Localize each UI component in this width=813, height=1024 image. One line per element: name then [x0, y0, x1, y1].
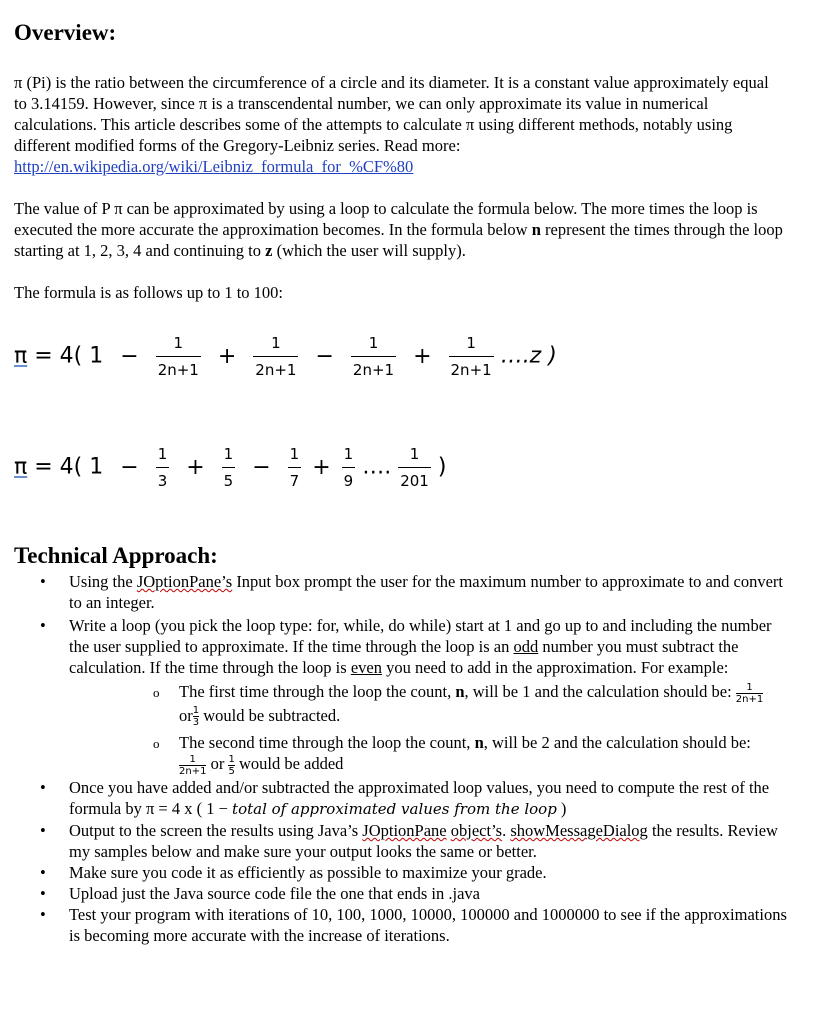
minus-sign: −: [252, 454, 271, 480]
formula-dots: ….: [362, 454, 392, 480]
list-item: o The second time through the loop the count, n, will be 2 and the calculation should be: $\frac{1}{2n+1}$ or $\frac{1}{5}$ would be added: [69, 732, 789, 777]
formula-eq: = 4( 1: [34, 454, 104, 480]
list-item: • Test your program with iterations of 10, 100, 1000, 10000, 100000 and 1000000 to see if the approximations is becoming more accurate with the increase of iterations.: [14, 904, 789, 946]
pi-symbol: π: [14, 343, 28, 369]
loop-n: n: [531, 220, 541, 239]
intro-paragraph: [14, 72, 784, 177]
formula-intro: The formula is as follows up to 1 to 100:: [14, 283, 284, 302]
formula-eq: = 4( 1: [34, 343, 104, 369]
pi-symbol: π: [14, 454, 28, 480]
minus-sign: −: [120, 454, 139, 480]
wikipedia-link[interactable]: http://en.wikipedia.org/wiki/Leibniz_formula_for_%CF%80: [14, 157, 414, 176]
list-item: • Output to the screen the results using Java’s JOptionPane object’s. showMessageDialog the results. Review my samples below and make sure your output looks the same or better.: [14, 820, 789, 862]
list-item: • Upload just the Java source code file the one that ends in .java: [14, 883, 789, 904]
plus-sign: +: [413, 343, 432, 369]
formula-tail: ….z ): [500, 343, 557, 369]
list-item: • Once you have added and/or subtracted the approximated loop values, you need to compute the rest of the formula by π = 4 x ( 1 − total of approximated values from the loop ): [14, 777, 789, 820]
fraction-term: $\frac{1}{2n+1}$: [352, 334, 395, 379]
fraction-inline: $\frac{1}{2n+1}$: [179, 754, 207, 778]
fraction-1-5: $\frac{1}{5}$: [223, 445, 234, 490]
formula-close: ): [437, 454, 447, 480]
fraction-inline: $\frac{1}{2n+1}$: [735, 681, 764, 705]
fraction-term: $\frac{1}{2n+1}$: [255, 334, 297, 379]
list-item: • Write a loop (you pick the loop type: for, while, do while) start at 1 and go up to and including the number the user supplied to approximate. If the time through the loop is an odd number you must subtract the calculation. If the time through the loop is even you need to add in the approximation. For example: o The first time through the loop the count, n, will be 1 and the calculation should be: $\frac{1}{2n+1}$ or $\frac{1}{3}$ would be subtracted. o The second time through the loop the count, n, will be 2 and the calculation should be: $\frac{1}{2n+1}$ or $\frac{1}{5}$ would be added: [14, 615, 789, 777]
technical-heading: Technical Approach:: [14, 543, 218, 568]
fraction-inline: $\frac{1}{3}$: [192, 705, 200, 729]
fraction-term: $\frac{1}{2n+1}$: [450, 334, 492, 379]
minus-sign: −: [315, 343, 334, 369]
loop-z: z: [265, 241, 273, 260]
loop-paragraph: [14, 198, 784, 261]
formula-general: [14, 334, 557, 379]
fraction-term: $\frac{1}{2n+1}$: [157, 334, 199, 379]
loop-text-a: The value of P π can be approximated by using a loop to calculate the formula below. The more times the loop is executed the more accurate the approximation becomes. In the formula below: [14, 199, 758, 239]
list-item: • Make sure you code it as efficiently as possible to maximize your grade.: [14, 862, 789, 883]
intro-text: π (Pi) is the ratio between the circumference of a circle and its diameter. It is a constant value approximately equal to 3.14159. However, since π is a transcendental number, we can only approximate its value in numerical calculations. This article describes some of the attempts to calculate π using different methods, notably using different modified forms of the Gregory-Leibniz series. Read more:: [14, 73, 769, 155]
fraction-1-9: $\frac{1}{9}$: [343, 445, 354, 490]
list-item: • Using the JOptionPane’s Input box prompt the user for the maximum number to approximate to and convert to an integer.: [14, 571, 789, 613]
list-item: o The first time through the loop the count, n, will be 1 and the calculation should be: $\frac{1}{2n+1}$ or $\frac{1}{3}$ would be subtracted.: [69, 681, 789, 728]
formula-expanded: [14, 445, 446, 490]
loop-text-b: represent the times through the loop starting at 1, 2, 3, 4 and continuing to: [14, 220, 783, 260]
plus-sign: +: [186, 454, 205, 480]
overview-heading: Overview:: [14, 20, 117, 45]
minus-sign: −: [120, 343, 139, 369]
fraction-1-3: $\frac{1}{3}$: [157, 445, 168, 490]
technical-list: [14, 571, 789, 946]
fraction-1-201: $\frac{1}{201}$: [400, 445, 429, 490]
fraction-1-7: $\frac{1}{7}$: [289, 445, 300, 490]
loop-text-c: (which the user will supply).: [272, 241, 466, 260]
fraction-inline: $\frac{1}{5}$: [228, 754, 235, 778]
plus-sign: +: [312, 454, 331, 480]
plus-sign: +: [217, 343, 237, 369]
